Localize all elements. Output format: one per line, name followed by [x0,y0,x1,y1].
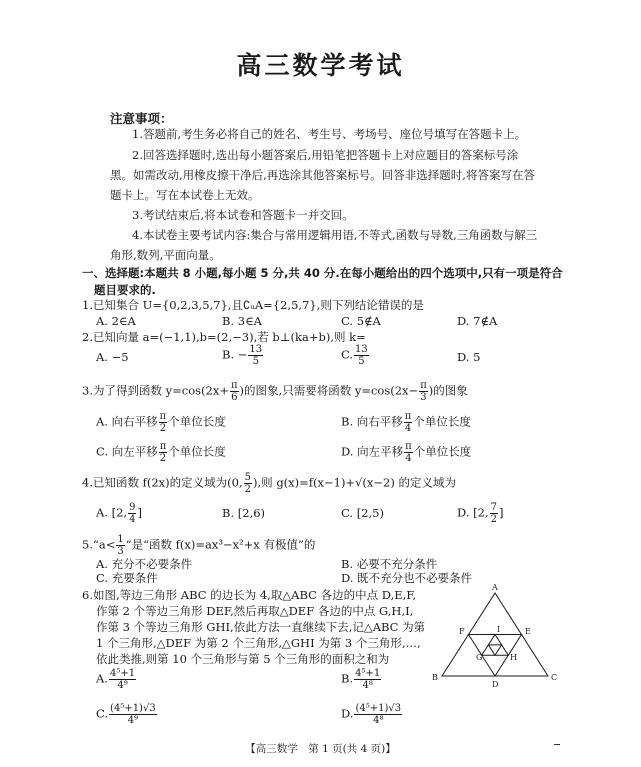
q4-option-a: A. [2, $\frac{9}{4}$ ] [96,502,142,525]
q4-option-d: D. [2, $\frac{7}{2}$ ] [457,502,504,525]
label-g: G [476,653,483,662]
section-line-2: 题目要求的. [94,283,156,297]
section-heading [82,265,564,299]
label-h: H [510,653,517,662]
q2-option-c: C. $\frac{13}{5}$ [341,344,368,367]
q1-stem: 1.已知集合 U={0,2,3,5,7},且∁ᵤA={2,5,7},则下列结论错误的是 [82,298,424,312]
label-f: F [459,627,465,636]
page-footer: 【高三数学 第 1 页(共 4 页)】 [245,743,396,755]
section-line-1: 一、选择题:本题共 8 小题,每小题 5 分,共 40 分.在每小题给出的四个选项中,只有一项是符合 [82,266,563,280]
q3-option-b: B. 向右平移 $\frac{\pi}{4}$ 个单位长度 [341,411,471,434]
corner-mark [554,744,560,745]
label-e: E [525,627,531,636]
q4-option-b: B. [2,6) [222,506,266,520]
q5-option-b: B. 必要不充分条件 [341,557,438,571]
q6-option-c: C. $\frac{\text{(4⁵+1)√3}}{\text{4⁹}}$ [96,703,156,726]
q6-option-a: A. $\frac{\text{4⁵+1}}{\text{4⁹}}$ [96,668,136,691]
q6-option-b: B. $\frac{\text{4⁵+1}}{\text{4⁸}}$ [341,668,381,691]
label-b: B [432,673,438,682]
q2-b-fraction: $\frac{13}{5}$ [249,344,263,367]
q1-option-a: A. 2∈A [96,314,136,328]
q1-option-c: C. 5∉A [341,314,381,328]
q3-stem: 3.为了得到函数 y=cos(2x+ $\frac{\pi}{6}$ )的图象,只需要将函数 y=cos(2x− $\frac{\pi}{3}$ )的图象 [82,380,468,403]
q6-line-4: 1 个三角形,△DEF 为第 2 个三角形,△GHI 为第 3 个三角形,…, [96,636,421,650]
q2-option-d: D. 5 [457,350,481,364]
q6-line-1: 6.如图,等边三角形 ABC 的边长为 4,取△ABC 各边的中点 D,E,F, [82,588,417,602]
q5-option-d: D. 既不充分也不必要条件 [341,571,473,585]
q6-line-5: 依此类推,则第 10 个三角形与第 5 个三角形的面积之和为 [96,652,390,666]
q2-c-fraction: $\frac{13}{5}$ [355,344,368,367]
q5-option-a: A. 充分不必要条件 [96,557,193,571]
q4-option-c: C. [2,5) [341,506,384,520]
triangle-inner [488,645,501,655]
q2-stem: 2.已知向量 a=(−1,1),b=(2,−3),若 b⊥(ka+b),则 k= [82,330,366,344]
label-c: C [551,673,558,682]
q5-option-c: C. 充要条件 [96,571,158,585]
triangle-figure [432,584,592,694]
q4-stem: 4.已知函数 f(2x)的定义域为(0, $\frac{5}{2}$ ),则 g(x)=f(x−1)+√(x−2) 的定义域为 [82,472,456,495]
q1-option-b: B. 3∈A [222,314,262,328]
note-item-3: 3.考试结束后,将本试卷和答题卡一并交回。 [132,208,354,222]
label-d: D [492,680,499,689]
notes-heading: 注意事项： [110,111,173,126]
q3-option-d: D. 向左平移 $\frac{\pi}{4}$ 个单位长度 [341,441,472,464]
page-title: 高三数学考试 [236,51,405,80]
q3-option-c: C. 向左平移 $\frac{\pi}{2}$ 个单位长度 [96,441,226,464]
q2-option-b: B. − $\frac{13}{5}$ [222,344,263,367]
note-item-1: 1.答题前,考生务必将自己的姓名、考生号、考场号、座位号填写在答题卡上。 [132,127,527,141]
q6-line-2: 作第 2 个等边三角形 DEF,然后再取△DEF 各边的中点 G,H,I, [96,604,414,618]
q1-option-d: D. 7∉A [457,314,498,328]
q2-option-a: A. −5 [96,350,129,364]
note-item-2: 2.回答选择题时,选出每小题答案后,用铅笔把答题卡上对应题目的答案标号涂黑。如需改动,用橡皮擦干净后,再选涂其他答案标号。回答非选择题时,将答案写在答题卡上。写在本试卷上无效。 [110,148,535,202]
label-a: A [492,583,498,592]
note-item-4: 4.本试卷主要考试内容:集合与常用逻辑用语,不等式,函数与导数,三角函数与解三角形,数列,平面向量。 [110,228,538,262]
q3-option-a: A. 向右平移 $\frac{\pi}{2}$ 个单位长度 [96,411,226,434]
label-i: I [497,625,501,634]
q5-stem: 5.“a< $\frac{1}{3}$ ”是“函数 f(x)=ax³−x²+x 有极值”的 [82,534,316,557]
q6-option-d: D. $\frac{\text{(4⁵+1)√3}}{\text{4⁸}}$ [341,703,402,726]
q6-line-3: 作第 3 个等边三角形 GHI,依此方法一直继续下去,记△ABC 为第 [96,620,426,634]
